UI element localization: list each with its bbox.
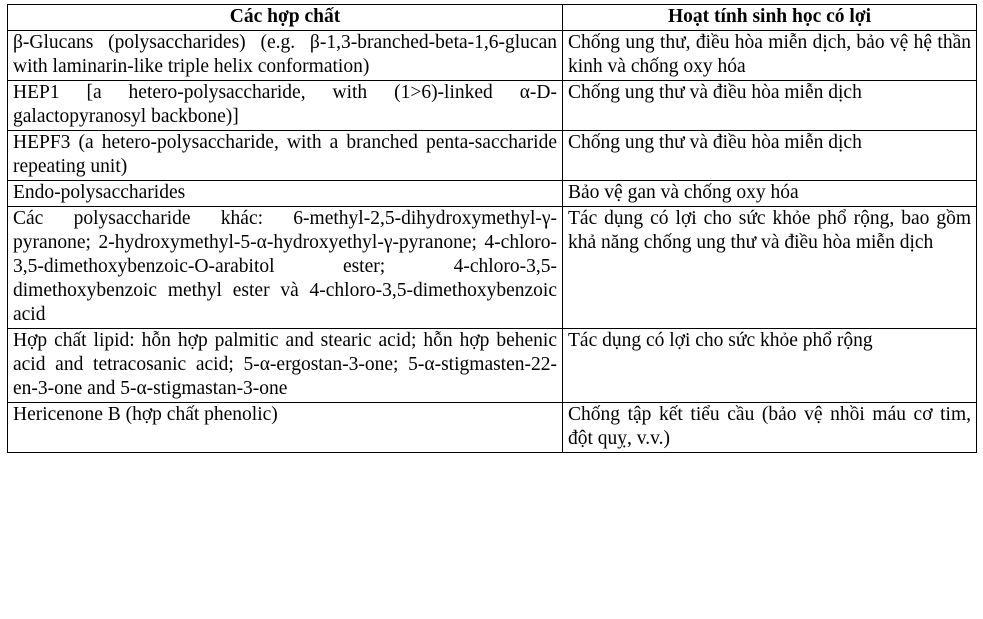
activity-cell: Tác dụng có lợi cho sức khỏe phổ rộng, bao gồm khả năng chống ung thư và điều hòa miễn dịch <box>563 207 977 329</box>
activity-cell: Bảo vệ gan và chống oxy hóa <box>563 181 977 207</box>
table-row <box>8 31 977 81</box>
table-row <box>8 207 977 329</box>
table-row <box>8 403 977 453</box>
compounds-activity-table <box>7 4 977 453</box>
compound-cell: Hericenone B (hợp chất phenolic) <box>8 403 563 453</box>
compound-cell: Endo-polysaccharides <box>8 181 563 207</box>
compound-cell: β-Glucans (polysaccharides) (e.g. β-1,3-branched-beta-1,6-glucan with laminarin-like triple helix conformation) <box>8 31 563 81</box>
table-row <box>8 329 977 403</box>
header-compounds: Các hợp chất <box>8 5 563 31</box>
table-row <box>8 131 977 181</box>
activity-cell: Chống ung thư, điều hòa miễn dịch, bảo vệ hệ thần kinh và chống oxy hóa <box>563 31 977 81</box>
activity-cell: Chống ung thư và điều hòa miễn dịch <box>563 81 977 131</box>
table-header-row <box>8 5 977 31</box>
table-row <box>8 81 977 131</box>
compound-cell: HEPF3 (a hetero-polysaccharide, with a branched penta-saccharide repeating unit) <box>8 131 563 181</box>
compound-cell: HEP1 [a hetero-polysaccharide, with (1>6)-linked α-D-galactopyranosyl backbone)] <box>8 81 563 131</box>
activity-cell: Tác dụng có lợi cho sức khỏe phổ rộng <box>563 329 977 403</box>
activity-cell: Chống tập kết tiểu cầu (bảo vệ nhồi máu cơ tim, đột quỵ, v.v.) <box>563 403 977 453</box>
compound-cell: Các polysaccharide khác: 6-methyl-2,5-dihydroxymethyl-γ-pyranone; 2-hydroxymethyl-5-α-hydroxyethyl-γ-pyranone; 4-chloro-3,5-dimethoxybenzoic-O-arabitol ester; 4-chloro-3,5-dimethoxybenzoic methyl ester và 4-chloro-3,5-dimethoxybenzoic acid <box>8 207 563 329</box>
header-activity: Hoạt tính sinh học có lợi <box>563 5 977 31</box>
compound-cell: Hợp chất lipid: hỗn hợp palmitic and stearic acid; hỗn hợp behenic acid and tetracosanic acid; 5-α-ergostan-3-one; 5-α-stigmasten-22-en-3-one and 5-α-stigmastan-3-one <box>8 329 563 403</box>
table-row <box>8 181 977 207</box>
activity-cell: Chống ung thư và điều hòa miễn dịch <box>563 131 977 181</box>
